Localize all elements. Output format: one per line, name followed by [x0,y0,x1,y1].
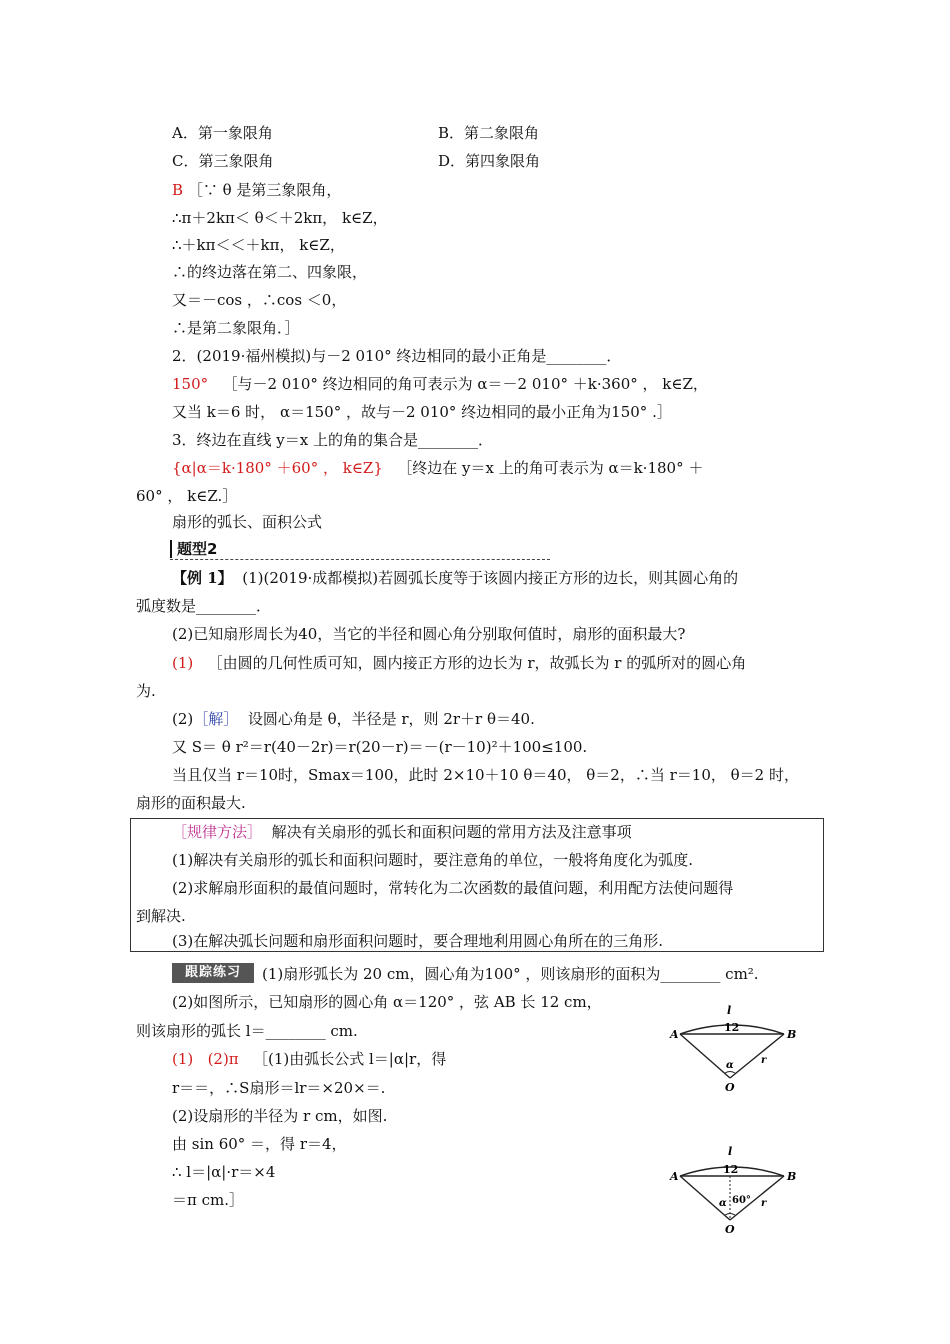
label-o: O [725,1081,735,1094]
q1-explain-3: ∴＋kπ＜＜＋kπ， k∈Z， [172,236,345,254]
label-b: B [787,1028,797,1041]
q3-explain-2: 60° ， k∈Z.］ [136,487,238,505]
example-text-3: (2)已知扇形周长为40，当它的半径和圆心角分别取何值时，扇形的面积最大? [172,625,686,643]
choice-d: D．第四象限角 [438,152,541,170]
type-tag: 题型2 [170,540,217,558]
q3-question: 3．终边在直线 y＝x 上的角的集合是________． [172,431,494,449]
practice-answer2: (2)π [207,1050,239,1068]
q3-explain-1: ［终边在 y＝x 上的角可表示为 α＝k·180° ＋ [397,459,704,477]
section-title: 扇形的弧长、面积公式 [172,513,323,531]
example-answer2-label: ［解］ [193,710,239,728]
q2-explain-2: 又当 k＝6 时， α＝150° ，故与－2 010° 终边相同的最小正角为150° .］ [172,403,672,421]
q3-answer: {α|α＝k·180° ＋60° ， k∈Z} [172,459,383,477]
q1-explain-5: 又＝－cos ，∴cos ＜0， [172,291,347,309]
q2-question: 2．(2019·福州模拟)与－2 010° 终边相同的最小正角是________． [172,347,622,365]
practice-answer-line [172,1049,446,1069]
q1-explain-4: ∴的终边落在第二、四象限， [172,263,368,281]
choice-a: A．第一象限角 [172,124,273,142]
angle-mark [725,1214,735,1216]
practice-q2b: 则该扇形的弧长 l＝________ cm. [136,1022,358,1040]
method-title: 解决有关扇形的弧长和面积问题的常用方法及注意事项 [271,823,632,841]
sector-figure-2 [662,1140,802,1235]
label-arc: l [728,1145,733,1158]
label-alpha: α [726,1060,734,1071]
tag-divider [170,559,550,560]
q1-explain-6: ∴是第二象限角．］ [172,319,300,337]
practice-explain-2: r＝＝，∴S扇形＝lr＝×20×＝. [172,1079,386,1097]
example-answer1-text: ［由圆的几何性质可知，圆内接正方形的边长为 r，故弧长为 r 的弧所对的圆心角 [207,654,747,672]
method-p2b: 到解决. [136,907,186,925]
practice-q2a: (2)如图所示，已知扇形的圆心角 α＝120° ，弦 AB 长 12 cm， [172,993,602,1011]
label-a: A [670,1170,679,1183]
example-answer2-text: 设圆心角是 θ，半径是 r，则 2r＋r θ＝40. [247,710,535,728]
q1-answer-line1 [172,180,341,200]
practice-explain-6: ＝π cm.］ [172,1191,245,1209]
practice-explain-5: ∴ l＝|α|·r＝×4 [172,1163,276,1181]
label-arc: l [727,1004,732,1017]
q2-answer-line [172,374,708,394]
method-title-line [172,822,632,842]
angle-mark [725,1072,735,1074]
q1-explain-1: ［∵ θ 是第三象限角， [187,181,342,199]
choice-c: C．第三象限角 [172,152,274,170]
radius-line-left [680,1034,730,1078]
example-text-1: (1)(2019·成都模拟)若圆弧长度等于该圆内接正方形的边长，则其圆心角的 [242,569,739,587]
label-angle: 60° [732,1195,751,1206]
example-line1 [172,568,738,588]
practice-explain-1: ［(1)由弧长公式 l＝|α|r，得 [252,1050,447,1068]
q1-answer-letter: B [172,181,184,199]
example-answer2-line [172,709,535,729]
label-chord: 12 [723,1163,739,1176]
practice-q1: (1)扇形弧长为 20 cm，圆心角为100° ，则该扇形的面积为________ cm². [262,965,759,983]
method-p1: (1)解决有关扇形的弧长和面积问题时，要注意角的单位，一般将角度化为弧度. [172,851,694,869]
label-radius: r [761,1198,767,1209]
label-alpha: α [719,1198,727,1209]
practice-explain-4: 由 sin 60° ＝，得 r＝4， [172,1135,347,1153]
sector-figure-1 [662,1000,802,1095]
q1-explain-2: ∴π＋2kπ＜ θ＜＋2kπ， k∈Z， [172,209,388,227]
example-label: 【例 1】 [172,569,233,587]
example-answer4: 当且仅当 r＝10时，Smax＝100，此时 2×10＋10 θ＝40， θ＝2，∴当 r＝10， θ＝2 时， [172,766,799,784]
radius-line-right [730,1034,784,1078]
practice-answer1: (1) [172,1050,194,1068]
example-answer1-label: (1) [172,654,194,672]
method-label: ［规律方法］ [172,823,263,841]
q2-explain-1: ［与－2 010° 终边相同的角可表示为 α＝－2 010° ＋k·360° ， k∈Z， [222,375,708,393]
method-p3: (3)在解决弧长问题和扇形面积问题时，要合理地利用圆心角所在的三角形. [172,932,664,950]
label-radius: r [761,1055,767,1066]
label-chord: 12 [724,1021,740,1034]
q3-answer-line [172,458,703,478]
label-b: B [787,1170,797,1183]
practice-explain-3: (2)设扇形的半径为 r cm，如图. [172,1107,388,1125]
example-text-2: 弧度数是________． [136,597,272,615]
example-answer1-tail: 为. [136,682,156,700]
example-answer3: 又 S＝ θ r²＝r(40－2r)＝r(20－r)＝－(r－10)²＋100≤100. [172,738,588,756]
example-answer2-prefix: (2) [172,710,194,728]
method-p2a: (2)求解扇形面积的最值问题时，常转化为二次函数的最值问题，利用配方法使问题得 [172,879,734,897]
example-answer5: 扇形的面积最大. [136,794,246,812]
practice-tag: 跟踪练习 [172,963,254,983]
choice-b: B．第二象限角 [438,124,540,142]
q2-answer: 150° [172,375,209,393]
label-o: O [725,1223,735,1235]
label-a: A [670,1028,679,1041]
example-answer1-line [172,653,746,673]
